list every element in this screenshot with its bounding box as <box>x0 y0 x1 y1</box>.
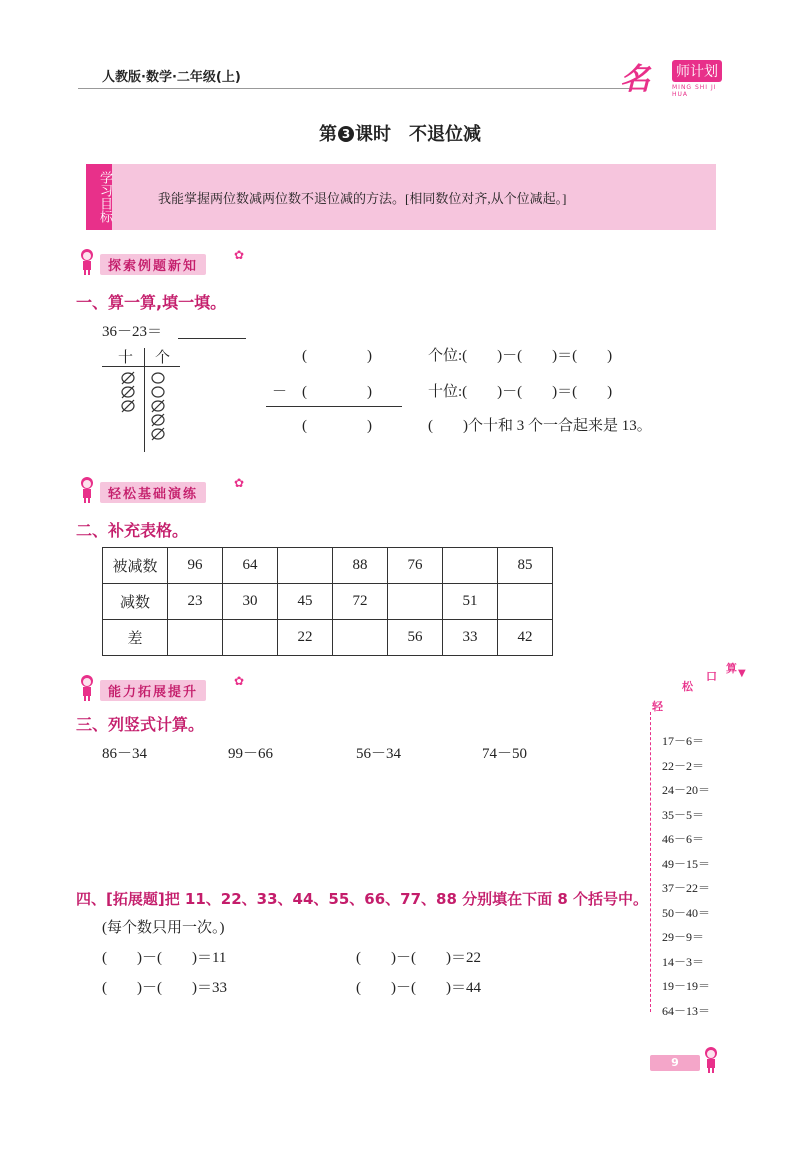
side-math-item[interactable]: 50－40＝ <box>662 906 711 920</box>
q1-tens-line[interactable]: 十位:( )－( )＝( ) <box>428 384 613 400</box>
section-header-extend <box>76 674 246 704</box>
table-row-header: 被减数 <box>103 548 168 584</box>
counting-frame-hline <box>102 366 180 367</box>
table-cell[interactable]: 30 <box>223 584 278 620</box>
side-math-item[interactable]: 64－13＝ <box>662 1004 711 1018</box>
side-title-char: 算 <box>726 662 737 675</box>
lesson-number-badge: 3 <box>338 126 354 142</box>
table-cell[interactable]: 22 <box>278 620 333 656</box>
question-4-title: 四、[拓展题]把 11、22、33、44、55、66、77、88 分别填在下面 8 个括号中。 <box>76 890 649 908</box>
q1-vertical-row-1[interactable]: ( ) <box>302 348 372 364</box>
girl-mascot-icon <box>76 476 98 504</box>
q4-note: (每个数只用一次。) <box>102 920 225 936</box>
side-math-item[interactable]: 29－9＝ <box>662 930 705 944</box>
table-cell[interactable] <box>498 584 553 620</box>
table-cell[interactable]: 85 <box>498 548 553 584</box>
question-3-title: 三、列竖式计算。 <box>76 715 205 734</box>
table-cell[interactable]: 56 <box>388 620 443 656</box>
q1-equation: 36－23＝ <box>102 324 163 340</box>
header-book-info: 人教版·数学·二年级(上) <box>102 70 241 85</box>
q1-answer-blank[interactable] <box>178 338 246 339</box>
side-title-char: 松 <box>682 680 693 693</box>
brand-logo-main: 名 <box>620 62 650 97</box>
lesson-title <box>0 120 800 146</box>
lesson-title-suffix: 课时 不退位减 <box>355 124 481 145</box>
table-cell[interactable] <box>333 620 388 656</box>
side-math-item[interactable]: 17－6＝ <box>662 734 705 748</box>
table-row <box>103 620 553 656</box>
table-cell[interactable]: 88 <box>333 548 388 584</box>
side-math-item[interactable]: 24－20＝ <box>662 783 711 797</box>
table-cell[interactable]: 33 <box>443 620 498 656</box>
side-title-char: 轻 <box>652 700 663 713</box>
q1-vertical-minus: － <box>272 384 288 400</box>
table-cell[interactable] <box>443 548 498 584</box>
table-cell[interactable]: 42 <box>498 620 553 656</box>
q1-vertical-rule <box>266 406 402 407</box>
counting-frame-tens-label: 十 <box>118 350 134 366</box>
table-row-header: 差 <box>103 620 168 656</box>
q1-combine-line[interactable]: ( )个十和 3 个一合起来是 13。 <box>428 418 652 434</box>
table-row-header: 减数 <box>103 584 168 620</box>
table-cell[interactable] <box>278 548 333 584</box>
table-cell[interactable] <box>223 620 278 656</box>
table-cell[interactable]: 64 <box>223 548 278 584</box>
table-cell[interactable]: 45 <box>278 584 333 620</box>
q3-item[interactable]: 74－50 <box>482 746 528 762</box>
q4-item[interactable]: ( )－( )＝11 <box>102 950 227 966</box>
learning-goal-badge: 学习目标 <box>86 164 112 230</box>
q1-vertical-row-3[interactable]: ( ) <box>302 418 372 434</box>
q1-ones-line[interactable]: 个位:( )－( )＝( ) <box>428 348 613 364</box>
lesson-title-prefix: 第 <box>319 124 337 145</box>
table-cell[interactable]: 72 <box>333 584 388 620</box>
brand-logo <box>620 52 730 98</box>
subtraction-table <box>102 547 553 656</box>
girl-mascot-icon <box>76 674 98 702</box>
table-row <box>103 584 553 620</box>
side-title-char: 口 <box>706 670 717 683</box>
q3-item[interactable]: 86－34 <box>102 746 148 762</box>
page-number: 9 <box>650 1055 700 1071</box>
section-label-explore: 探索例题新知 <box>100 254 206 275</box>
learning-goal-text: 我能掌握两位数减两位数不退位减的方法。[相同数位对齐,从个位减起。] <box>158 191 567 206</box>
side-math-item[interactable]: 19－19＝ <box>662 979 711 993</box>
side-math-item[interactable]: 37－22＝ <box>662 881 711 895</box>
side-math-item[interactable]: 14－3＝ <box>662 955 705 969</box>
table-cell[interactable]: 96 <box>168 548 223 584</box>
section-label-basic: 轻松基础演练 <box>100 482 206 503</box>
q4-item[interactable]: ( )－( )＝44 <box>356 980 481 996</box>
question-2-title: 二、补充表格。 <box>76 521 189 540</box>
side-math-item[interactable]: 46－6＝ <box>662 832 705 846</box>
table-cell[interactable] <box>388 584 443 620</box>
q1-vertical-row-2[interactable]: ( ) <box>302 384 372 400</box>
triangle-down-icon: ▼ <box>738 668 746 679</box>
side-math-item[interactable]: 22－2＝ <box>662 759 705 773</box>
section-header-explore <box>76 248 246 278</box>
section-label-extend: 能力拓展提升 <box>100 680 206 701</box>
question-1-title: 一、算一算,填一填。 <box>76 293 227 312</box>
star-icon: ✿ <box>234 674 245 688</box>
q4-item[interactable]: ( )－( )＝22 <box>356 950 481 966</box>
brand-logo-pinyin: MING SHI JI HUA <box>672 84 717 98</box>
brand-logo-sub: 师计划 <box>672 60 722 82</box>
girl-mascot-icon <box>76 248 98 276</box>
q4-item[interactable]: ( )－( )＝33 <box>102 980 227 996</box>
section-header-basic <box>76 476 246 506</box>
q3-item[interactable]: 56－34 <box>356 746 402 762</box>
side-math-item[interactable]: 35－5＝ <box>662 808 705 822</box>
star-icon: ✿ <box>234 476 245 490</box>
star-icon: ✿ <box>234 248 245 262</box>
table-cell[interactable]: 76 <box>388 548 443 584</box>
table-cell[interactable]: 23 <box>168 584 223 620</box>
table-row <box>103 548 553 584</box>
header-divider <box>78 88 638 89</box>
side-column-divider <box>650 712 652 1012</box>
table-cell[interactable]: 51 <box>443 584 498 620</box>
girl-mascot-icon <box>700 1046 722 1074</box>
side-math-item[interactable]: 49－15＝ <box>662 857 711 871</box>
counting-frame-ones-label: 个 <box>155 350 171 366</box>
crossed-counters-icon <box>114 368 184 448</box>
q3-item[interactable]: 99－66 <box>228 746 274 762</box>
table-cell[interactable] <box>168 620 223 656</box>
